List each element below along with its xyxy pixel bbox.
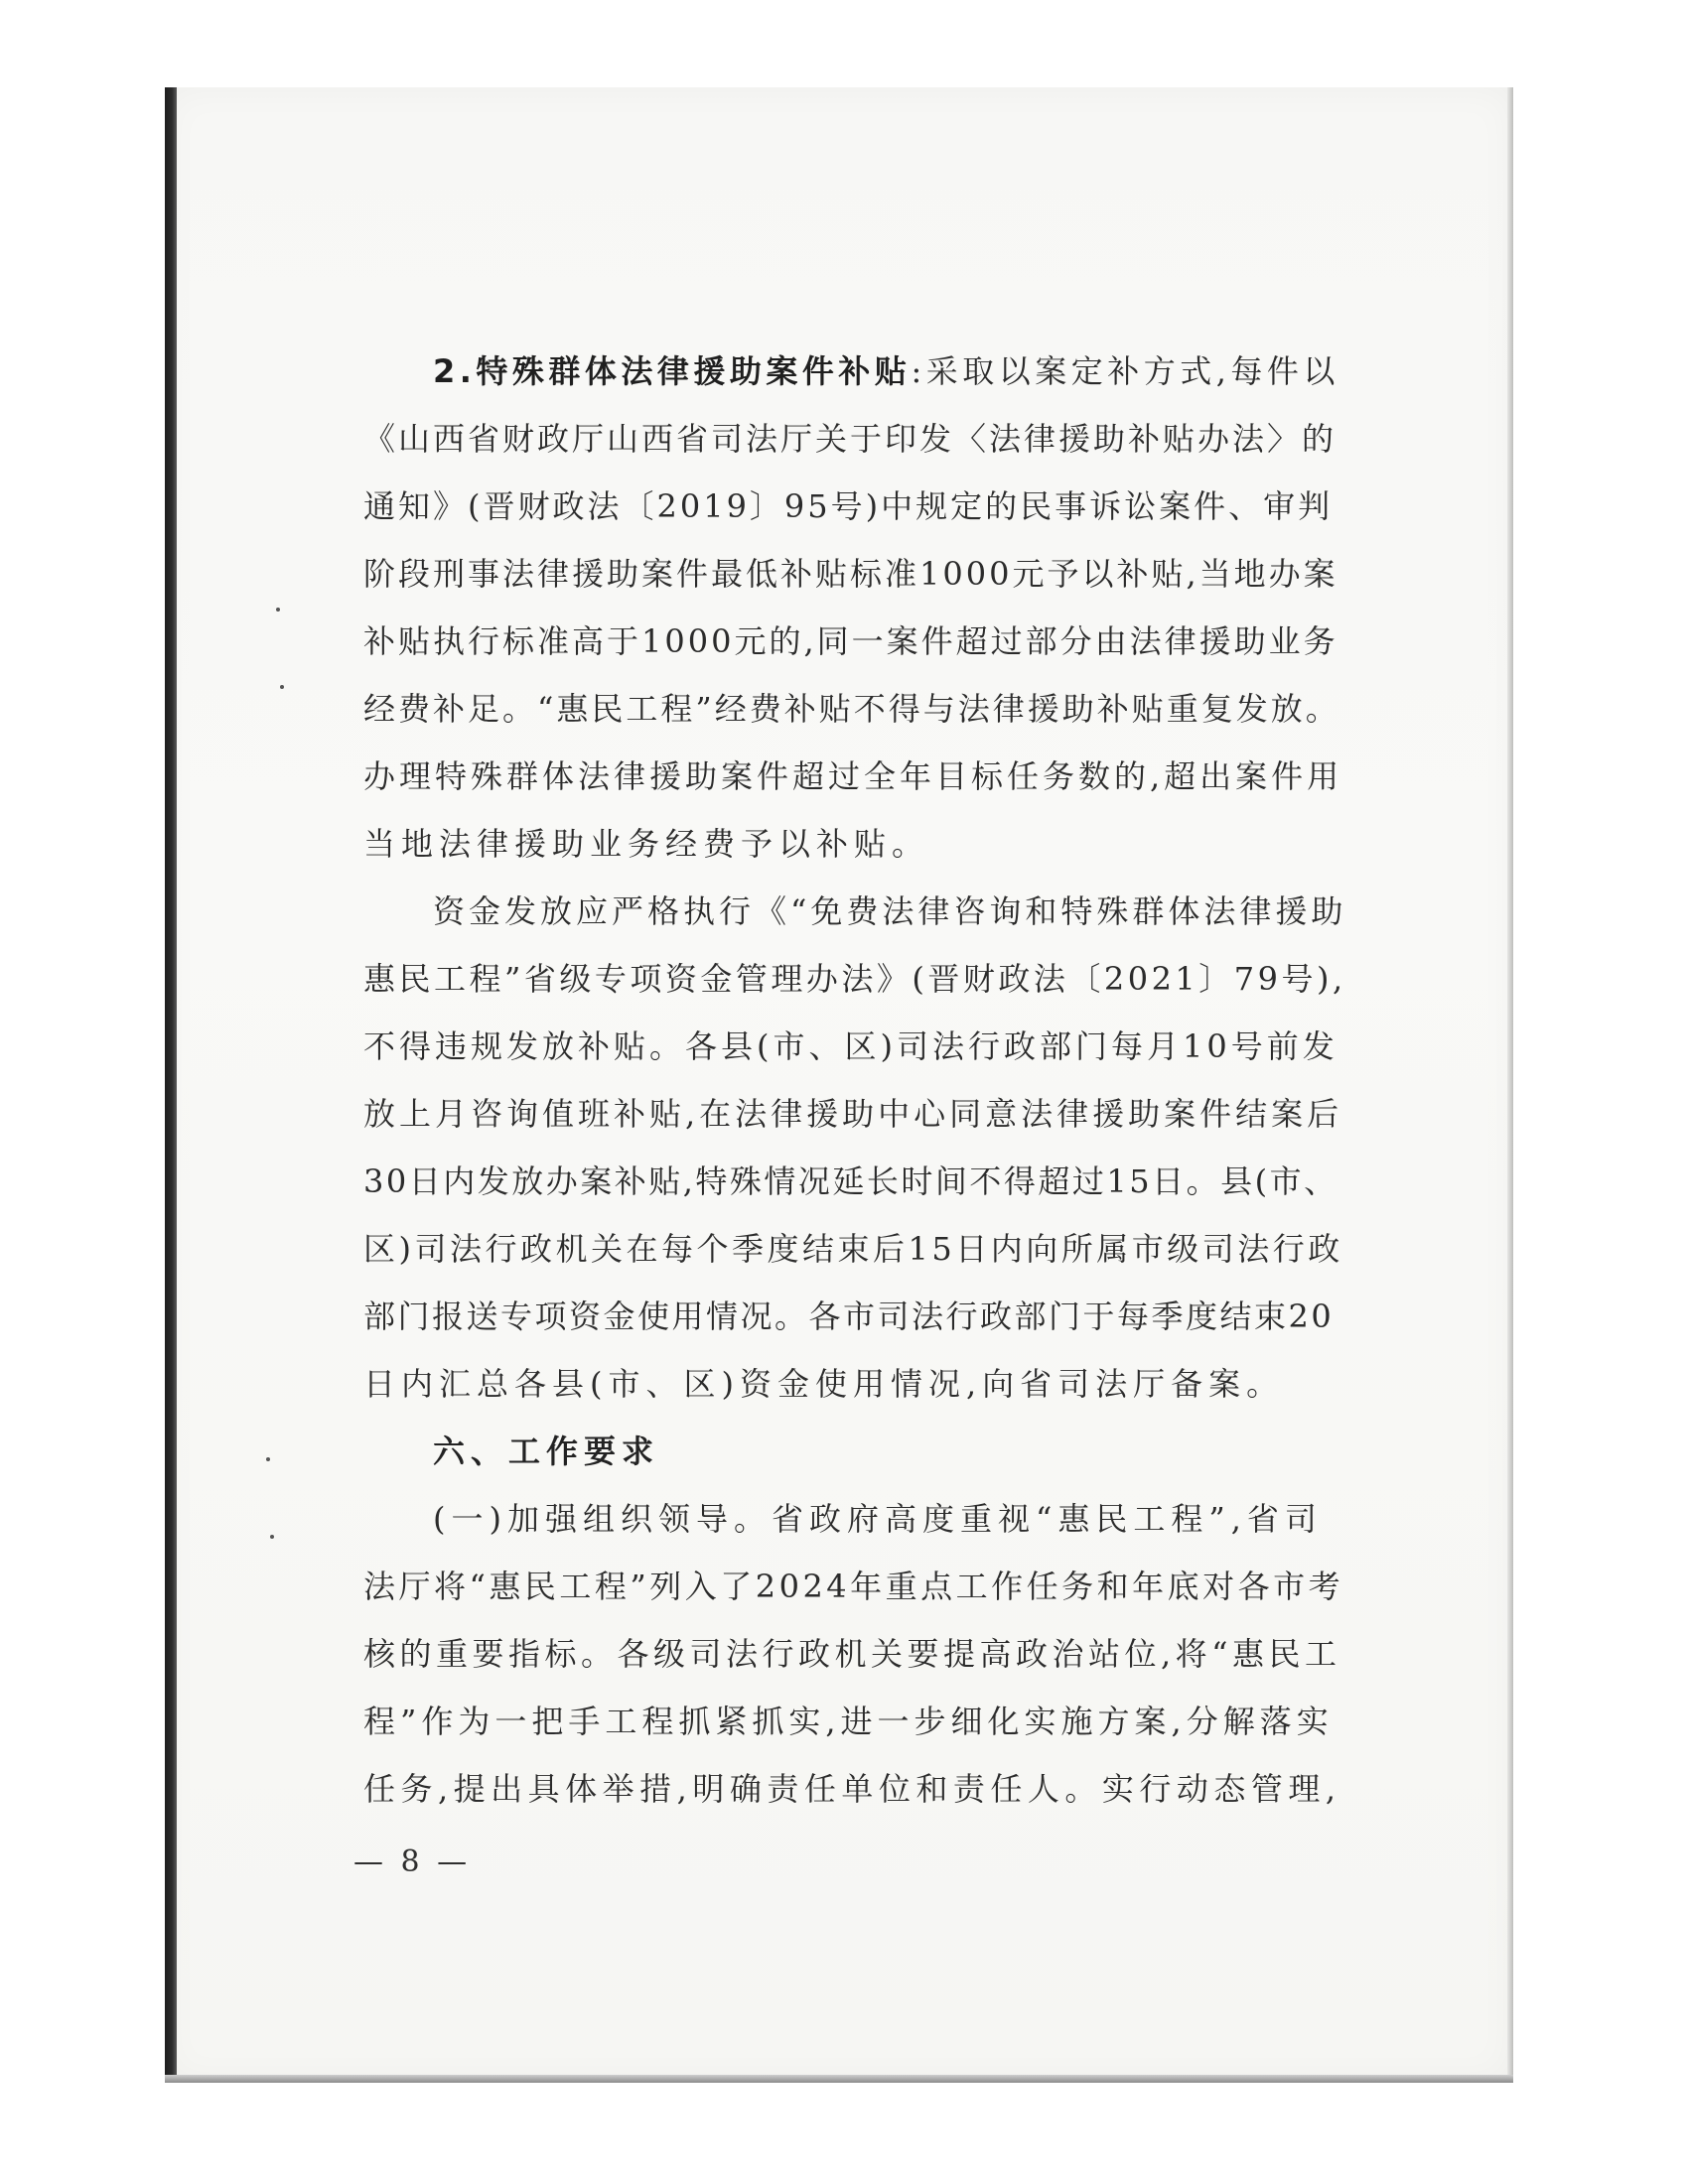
line-text: 程”作为一把手工程抓紧抓实,进一步细化实施方案,分解落实: [363, 1703, 1334, 1740]
line-text: 资金发放应严格执行《“免费法律咨询和特殊群体法律援助: [433, 892, 1347, 930]
text-line: [363, 675, 1346, 743]
line-text: 区)司法行政机关在每个季度结束后15日内向所属市级司法行政: [363, 1230, 1343, 1268]
section-heading: [363, 1418, 1346, 1485]
scan-speck: [276, 608, 280, 612]
line-text: 补贴执行标准高于1000元的,同一案件超过部分由法律援助业务: [363, 622, 1338, 660]
text-line: [363, 1080, 1346, 1148]
line-text: 核的重要指标。各级司法行政机关要提高政治站位,将“惠民工: [363, 1635, 1341, 1673]
text-line: [363, 810, 1346, 878]
page-number: — 8 —: [353, 1844, 472, 1879]
subsection-title: 2.特殊群体法律援助案件补贴: [433, 352, 912, 390]
text-line: [363, 1283, 1346, 1350]
line-text: 日内汇总各县(市、区)资金使用情况,向省司法厅备案。: [363, 1365, 1285, 1403]
line-text: 惠民工程”省级专项资金管理办法》(晋财政法〔2021〕79号),: [363, 960, 1346, 998]
line-text: 30日内发放办案补贴,特殊情况延长时间不得超过15日。县(市、: [363, 1162, 1338, 1200]
text-line: [363, 1485, 1346, 1553]
line-text: 当地法律援助业务经费予以补贴。: [363, 825, 930, 863]
text-line: [363, 945, 1346, 1013]
line-text: (一)加强组织领导。省政府高度重视“惠民工程”,省司: [433, 1500, 1323, 1538]
text-line: [363, 1688, 1346, 1755]
text-line: [363, 1215, 1346, 1283]
line-text: 通知》(晋财政法〔2019〕95号)中规定的民事诉讼案件、审判: [363, 487, 1334, 525]
text-line: [363, 405, 1346, 473]
text-line: [363, 1350, 1346, 1418]
paper-binding-edge: [165, 87, 177, 2083]
text-line: [363, 338, 1346, 405]
text-line: [363, 743, 1346, 810]
text-line: [363, 473, 1346, 540]
paper-right-edge: [1507, 87, 1513, 2083]
text-line: [363, 1755, 1346, 1823]
line-text: 部门报送专项资金使用情况。各市司法行政部门于每季度结束20: [363, 1297, 1335, 1335]
line-text: 经费补足。“惠民工程”经费补贴不得与法律援助补贴重复发放。: [363, 690, 1340, 728]
line-text: :采取以案定补方式,每件以: [911, 352, 1339, 390]
scan-speck: [266, 1457, 270, 1461]
document-body: [363, 338, 1346, 1823]
line-text: 不得违规发放补贴。各县(市、区)司法行政部门每月10号前发: [363, 1027, 1338, 1065]
text-line: [363, 540, 1346, 608]
text-line: [363, 1620, 1346, 1688]
line-text: 办理特殊群体法律援助案件超过全年目标任务数的,超出案件用: [363, 757, 1343, 795]
line-text: 任务,提出具体举措,明确责任单位和责任人。实行动态管理,: [363, 1770, 1341, 1808]
scan-speck: [280, 685, 284, 689]
text-line: [363, 1553, 1346, 1620]
line-text: 《山西省财政厅山西省司法厅关于印发〈法律援助补贴办法〉的: [363, 420, 1337, 458]
line-text: 放上月咨询值班补贴,在法律援助中心同意法律援助案件结案后: [363, 1095, 1343, 1133]
section-heading-text: 六、工作要求: [433, 1433, 660, 1470]
text-line: [363, 878, 1346, 945]
line-text: 阶段刑事法律援助案件最低补贴标准1000元予以补贴,当地办案: [363, 555, 1338, 593]
paper-bottom-edge: [165, 2075, 1513, 2083]
line-text: 法厅将“惠民工程”列入了2024年重点工作任务和年底对各市考: [363, 1568, 1344, 1605]
scan-speck: [270, 1535, 274, 1539]
text-line: [363, 1148, 1346, 1215]
text-line: [363, 608, 1346, 675]
text-line: [363, 1013, 1346, 1080]
